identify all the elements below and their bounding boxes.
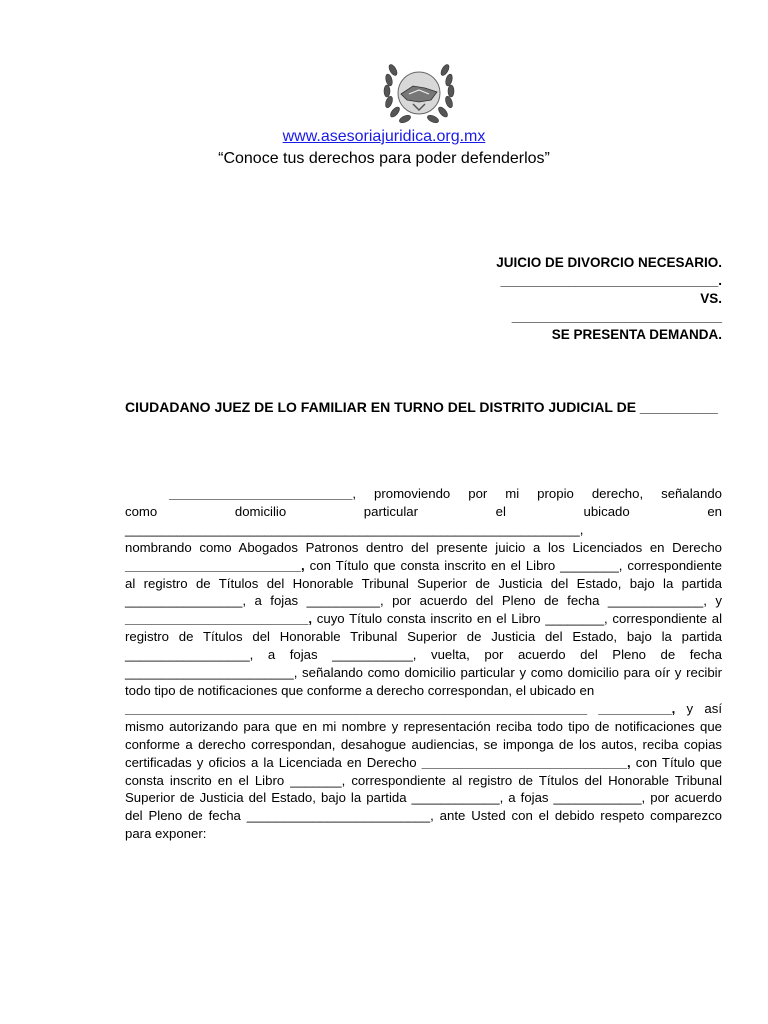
address-blank: _______________________________________________________________ __________,	[125, 700, 676, 716]
body-line-2: como domicilio particular el ubicado en	[125, 503, 722, 519]
body-text-segment: , promoviendo por mi propio derecho, señalando	[352, 486, 722, 501]
body-paragraph	[125, 485, 722, 843]
petitioner-blank: _________________________	[169, 486, 353, 501]
body-text-segment: con Título que consta inscrito en el Libro ________, correspondiente al registro de Títulos del Honorable Tribunal Superior de Justicia del Estado, bajo la partida ________________, a fojas __________, por acuerdo del Pleno de fecha _____________, y	[125, 557, 722, 609]
handshake-laurel-logo-icon	[379, 60, 459, 126]
body-line-1	[125, 485, 722, 503]
filing-note: SE PRESENTA DEMANDA.	[551, 327, 722, 342]
body-text-segment: con Título que consta inscrito en el Libro _______, correspondiente al registro de Títulos del Honorable Tribunal Superior de Justicia del Estado, bajo la partida ____________, a fojas ____________, por acuerdo del Pleno de fecha _________________________, ante Usted con el debido respeto comparezco para exponer:	[125, 754, 722, 842]
versus-label: VS.	[700, 291, 722, 306]
body-text-segment: nombrando como Abogados Patronos dentro del presente juicio a los Licenciados en Derecho	[125, 539, 722, 555]
body-text-segment: cuyo Título consta inscrito en el Libro ________, correspondiente al registro de Títulos del Honorable Tribunal Superior de Justicia del Estado, bajo la partida _________________, a fojas ___________, vuelta, por acuerdo del Pleno de fecha _______________________, señalando como domicilio particular y como domicilio para oír y recibir todo tipo de notificaciones que conforme a derecho correspondan, el ubicado en	[125, 611, 722, 698]
body-text-segment: y así mismo autorizando para que en mi nombre y representación reciba todo tipo de notificaciones que conforme a derecho correspondan, desahogue audiencias, se imponga de los autos, reciba copias certificadas y oficios a la Licenciada en Derecho	[125, 700, 722, 770]
body-continuation	[125, 700, 722, 843]
addressee-heading: CIUDADANO JUEZ DE LO FAMILIAR EN TURNO DEL DISTRITO JUDICIAL DE __________	[125, 399, 718, 415]
lawyer-2-blank: _________________________,	[125, 611, 313, 627]
plaintiff-blank: _____________________________.	[500, 273, 722, 288]
body-main-text	[125, 539, 722, 700]
case-caption	[422, 254, 722, 344]
website-link[interactable]: www.asesoriajuridica.org.mx	[282, 128, 486, 145]
body-line-3: ______________________________________________________________,	[125, 521, 584, 537]
case-type: JUICIO DE DIVORCIO NECESARIO.	[496, 255, 722, 270]
authorized-lawyer-blank: ____________________________,	[421, 754, 631, 770]
lawyer-1-blank: ________________________,	[125, 557, 305, 573]
motto-text: “Conoce tus derechos para poder defenderlos”	[218, 150, 550, 167]
defendant-blank: ____________________________	[511, 309, 722, 324]
